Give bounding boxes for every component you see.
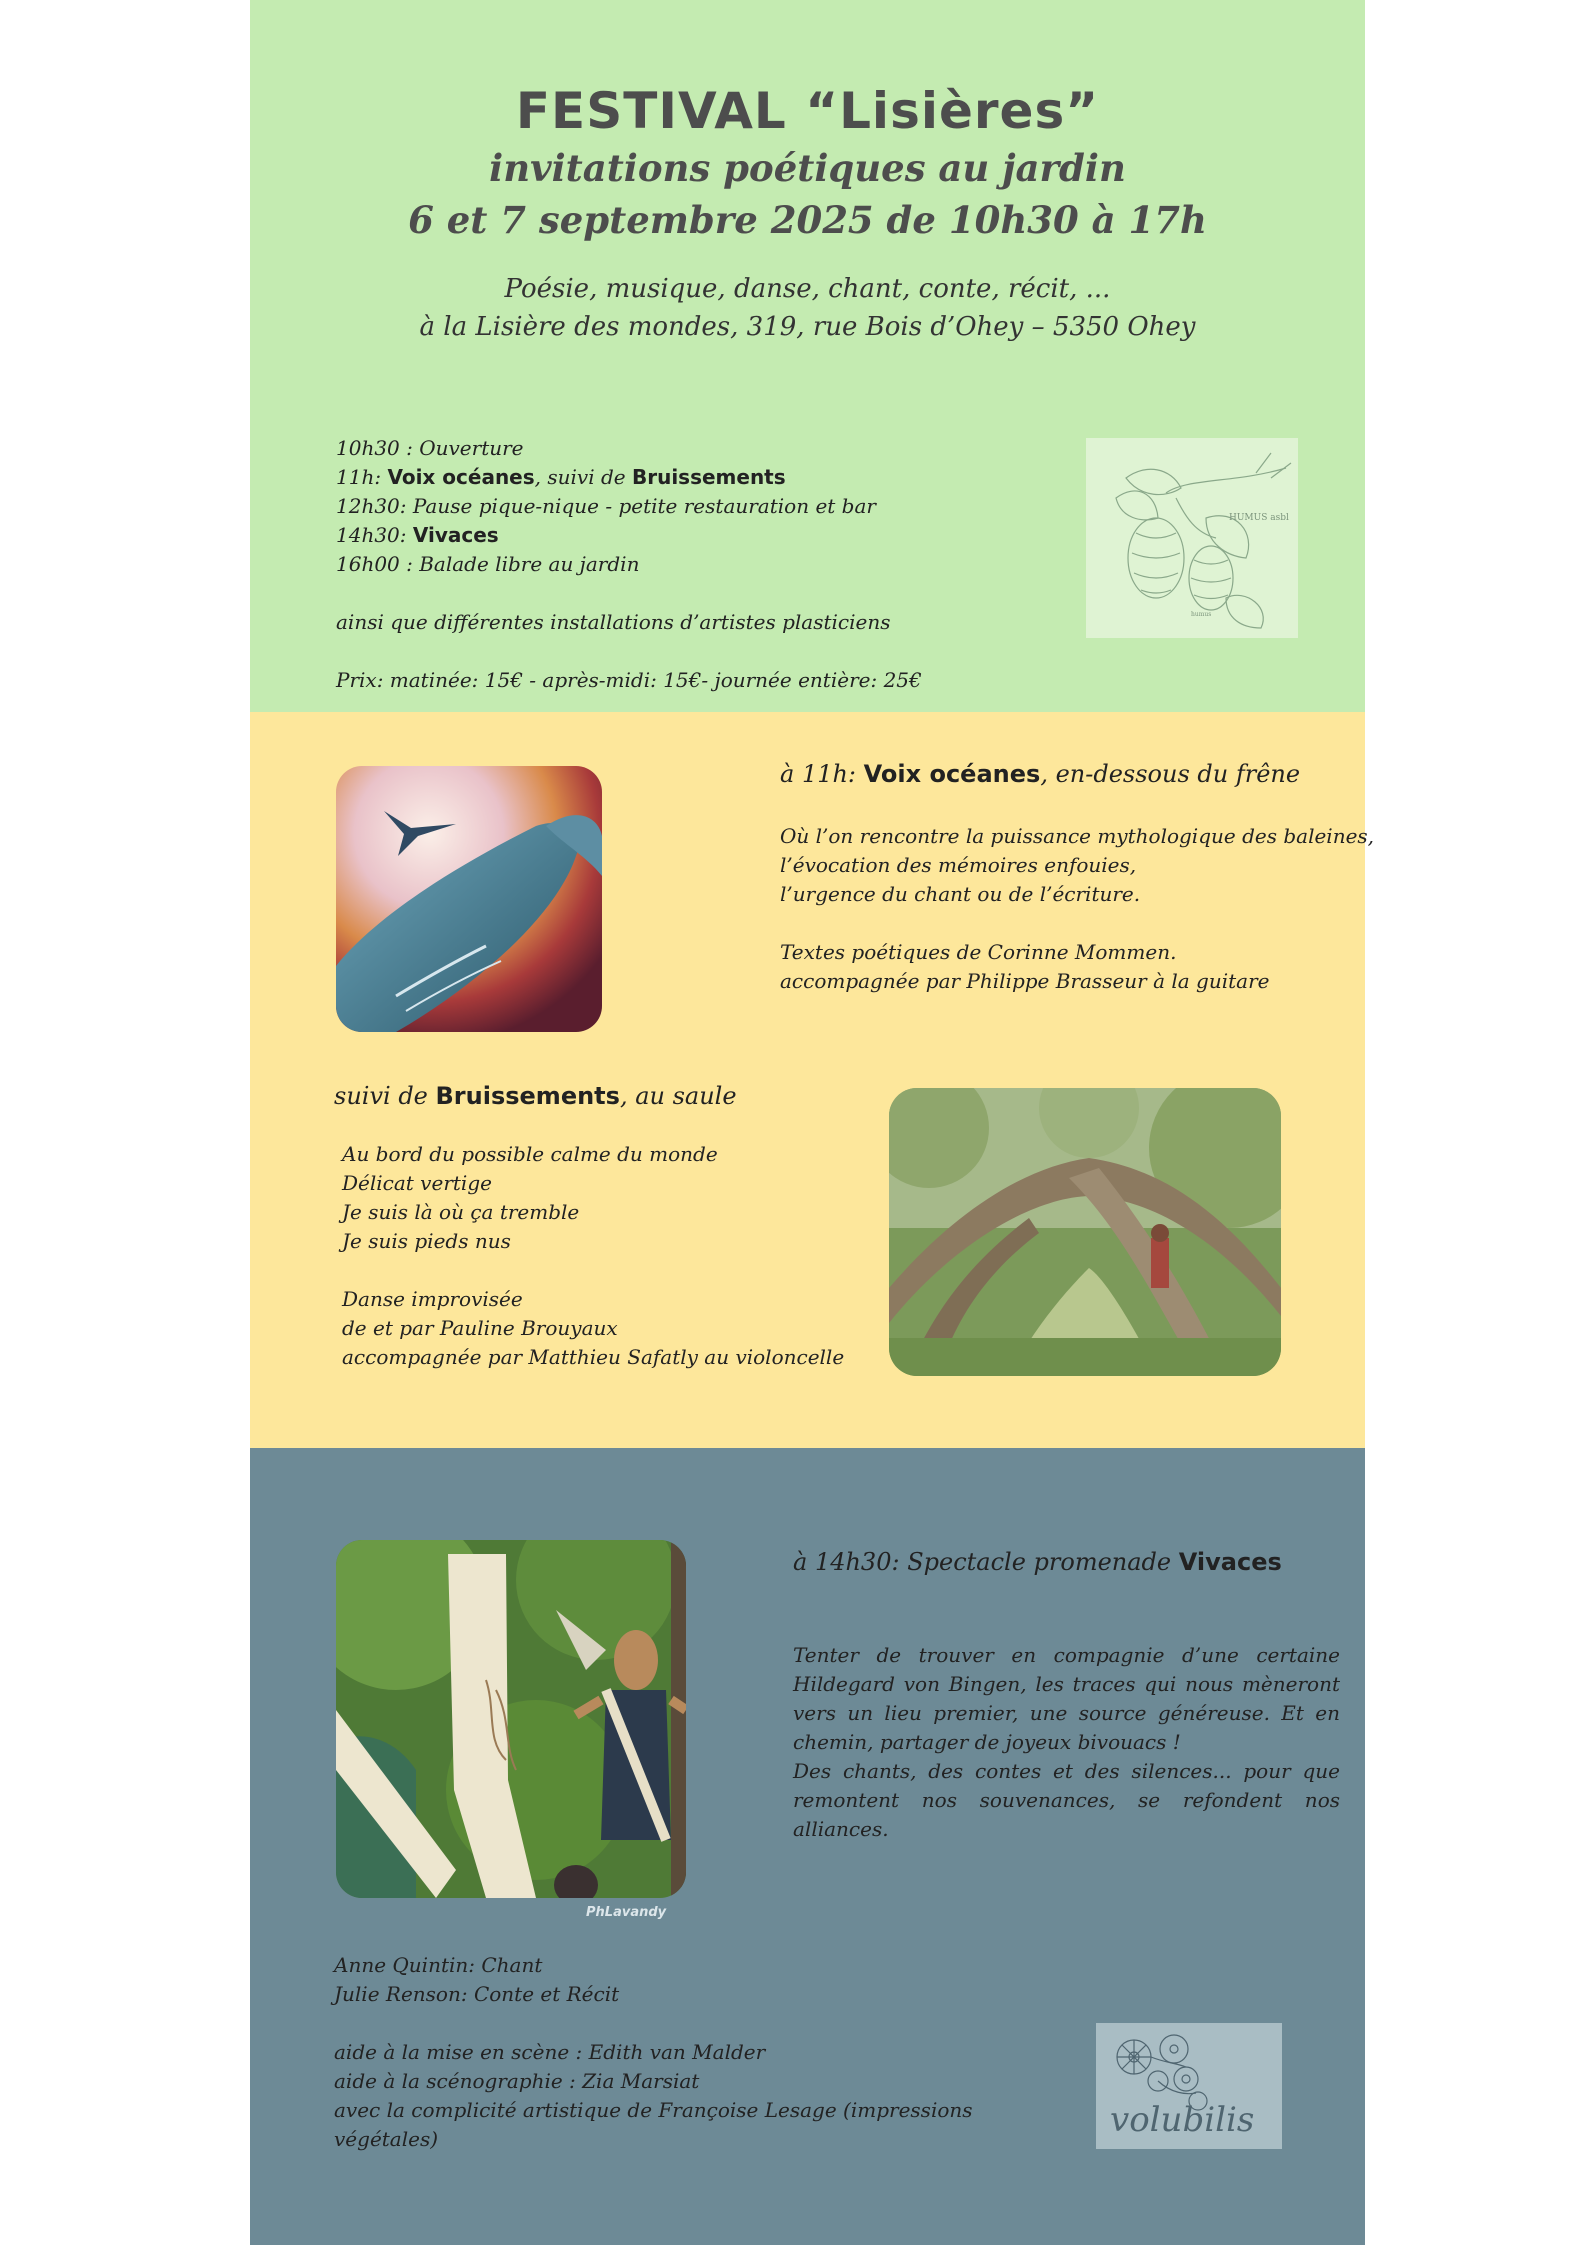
voix-desc: l’urgence du chant ou de l’écriture. xyxy=(780,882,1141,906)
bruissements-credit: de et par Pauline Brouyaux xyxy=(342,1316,618,1340)
header-section xyxy=(250,0,1365,712)
vivaces-heading: à 14h30: Spectacle promenade Vivaces xyxy=(793,1548,1282,1576)
address-line: à la Lisière des mondes, 319, rue Bois d’Ohey – 5350 Ohey xyxy=(419,312,1196,342)
bruissements-credit: accompagnée par Matthieu Safatly au violoncelle xyxy=(342,1345,845,1369)
credit-line: aide à la mise en scène : Edith van Malder xyxy=(334,2040,766,2064)
voix-credits: Textes poétiques de Corinne Mommen. xyxy=(780,940,1177,964)
vivaces-credits xyxy=(334,1951,973,2154)
festival-title: FESTIVAL “Lisières” xyxy=(515,82,1100,140)
svg-text:volubilis: volubilis xyxy=(1110,2100,1255,2140)
willow-photo xyxy=(889,1088,1281,1376)
poem-line: Je suis là où ça tremble xyxy=(342,1200,580,1224)
program-item: 16h00 : Balade libre au jardin xyxy=(336,552,640,576)
morning-section xyxy=(250,712,1375,1448)
poem-line: Délicat vertige xyxy=(342,1171,492,1195)
voix-credits: accompagnée par Philippe Brasseur à la guitare xyxy=(780,969,1270,993)
program-item: 12h30: Pause pique-nique - petite restauration et bar xyxy=(336,494,876,518)
program-item: 11h: Voix océanes, suivi de Bruissements xyxy=(336,465,786,489)
afternoon-section xyxy=(250,1448,1365,2245)
vivaces-description xyxy=(793,1641,1340,1844)
bruissements-credit: Danse improvisée xyxy=(342,1287,523,1311)
poem-line: Je suis pieds nus xyxy=(342,1229,511,1253)
performers-icon xyxy=(336,1540,686,1898)
voix-heading: à 11h: Voix océanes, en-dessous du frêne xyxy=(780,760,1301,788)
credit-line: Anne Quintin: Chant xyxy=(334,1953,543,1977)
bruissements-block xyxy=(334,1082,844,1372)
vivaces-desc-1: Tenter de trouver en compagnie d’une certaine Hildegard von Bingen, les traces qui nous mèneront vers un lieu premier, une source généreuse. Et en chemin, partager de joyeux bivouacs ! xyxy=(793,1643,1340,1754)
willow-tunnel-icon xyxy=(889,1088,1281,1376)
credit-line: végétales) xyxy=(334,2127,439,2151)
program-list xyxy=(336,434,922,695)
program-item: 10h30 : Ouverture xyxy=(336,436,524,460)
program-item: 14h30: Vivaces xyxy=(336,523,499,547)
volubilis-logo xyxy=(1096,2023,1282,2149)
humus-logo xyxy=(1086,438,1298,638)
morning-glory-icon xyxy=(1096,2023,1282,2149)
svg-text:HUMUS asbl: HUMUS asbl xyxy=(1229,513,1289,523)
whale-icon xyxy=(336,766,602,1032)
vivaces-desc-2: Des chants, des contes et des silences... pour que remontent nos souvenances, se refondent nos alliances. xyxy=(793,1759,1340,1841)
festival-subtitle: invitations poétiques au jardin xyxy=(489,146,1126,190)
voix-oceanes-block xyxy=(780,760,1374,996)
prices-line: Prix: matinée: 15€ - après-midi: 15€- journée entière: 25€ xyxy=(336,668,922,692)
photo-credit: PhLavandy xyxy=(586,1905,667,1920)
vivaces-photo xyxy=(336,1540,686,1898)
festival-dates: 6 et 7 septembre 2025 de 10h30 à 17h xyxy=(408,198,1207,242)
credit-line: avec la complicité artistique de Françoise Lesage (impressions xyxy=(334,2098,973,2122)
installations-note: ainsi que différentes installations d’artistes plasticiens xyxy=(336,610,891,634)
hop-plant-icon xyxy=(1086,438,1298,638)
whale-painting xyxy=(336,766,602,1032)
voix-desc: l’évocation des mémoires enfouies, xyxy=(780,853,1137,877)
flyer-page xyxy=(250,0,1375,2245)
bruissements-heading: suivi de Bruissements, au saule xyxy=(334,1082,737,1110)
disciplines-line: Poésie, musique, danse, chant, conte, récit, ... xyxy=(504,274,1111,304)
credit-line: Julie Renson: Conte et Récit xyxy=(334,1982,620,2006)
poem-line: Au bord du possible calme du monde xyxy=(342,1142,718,1166)
voix-desc: Où l’on rencontre la puissance mythologique des baleines, xyxy=(780,824,1375,848)
svg-text:humus: humus xyxy=(1191,611,1212,618)
credit-line: aide à la scénographie : Zia Marsiat xyxy=(334,2069,700,2093)
